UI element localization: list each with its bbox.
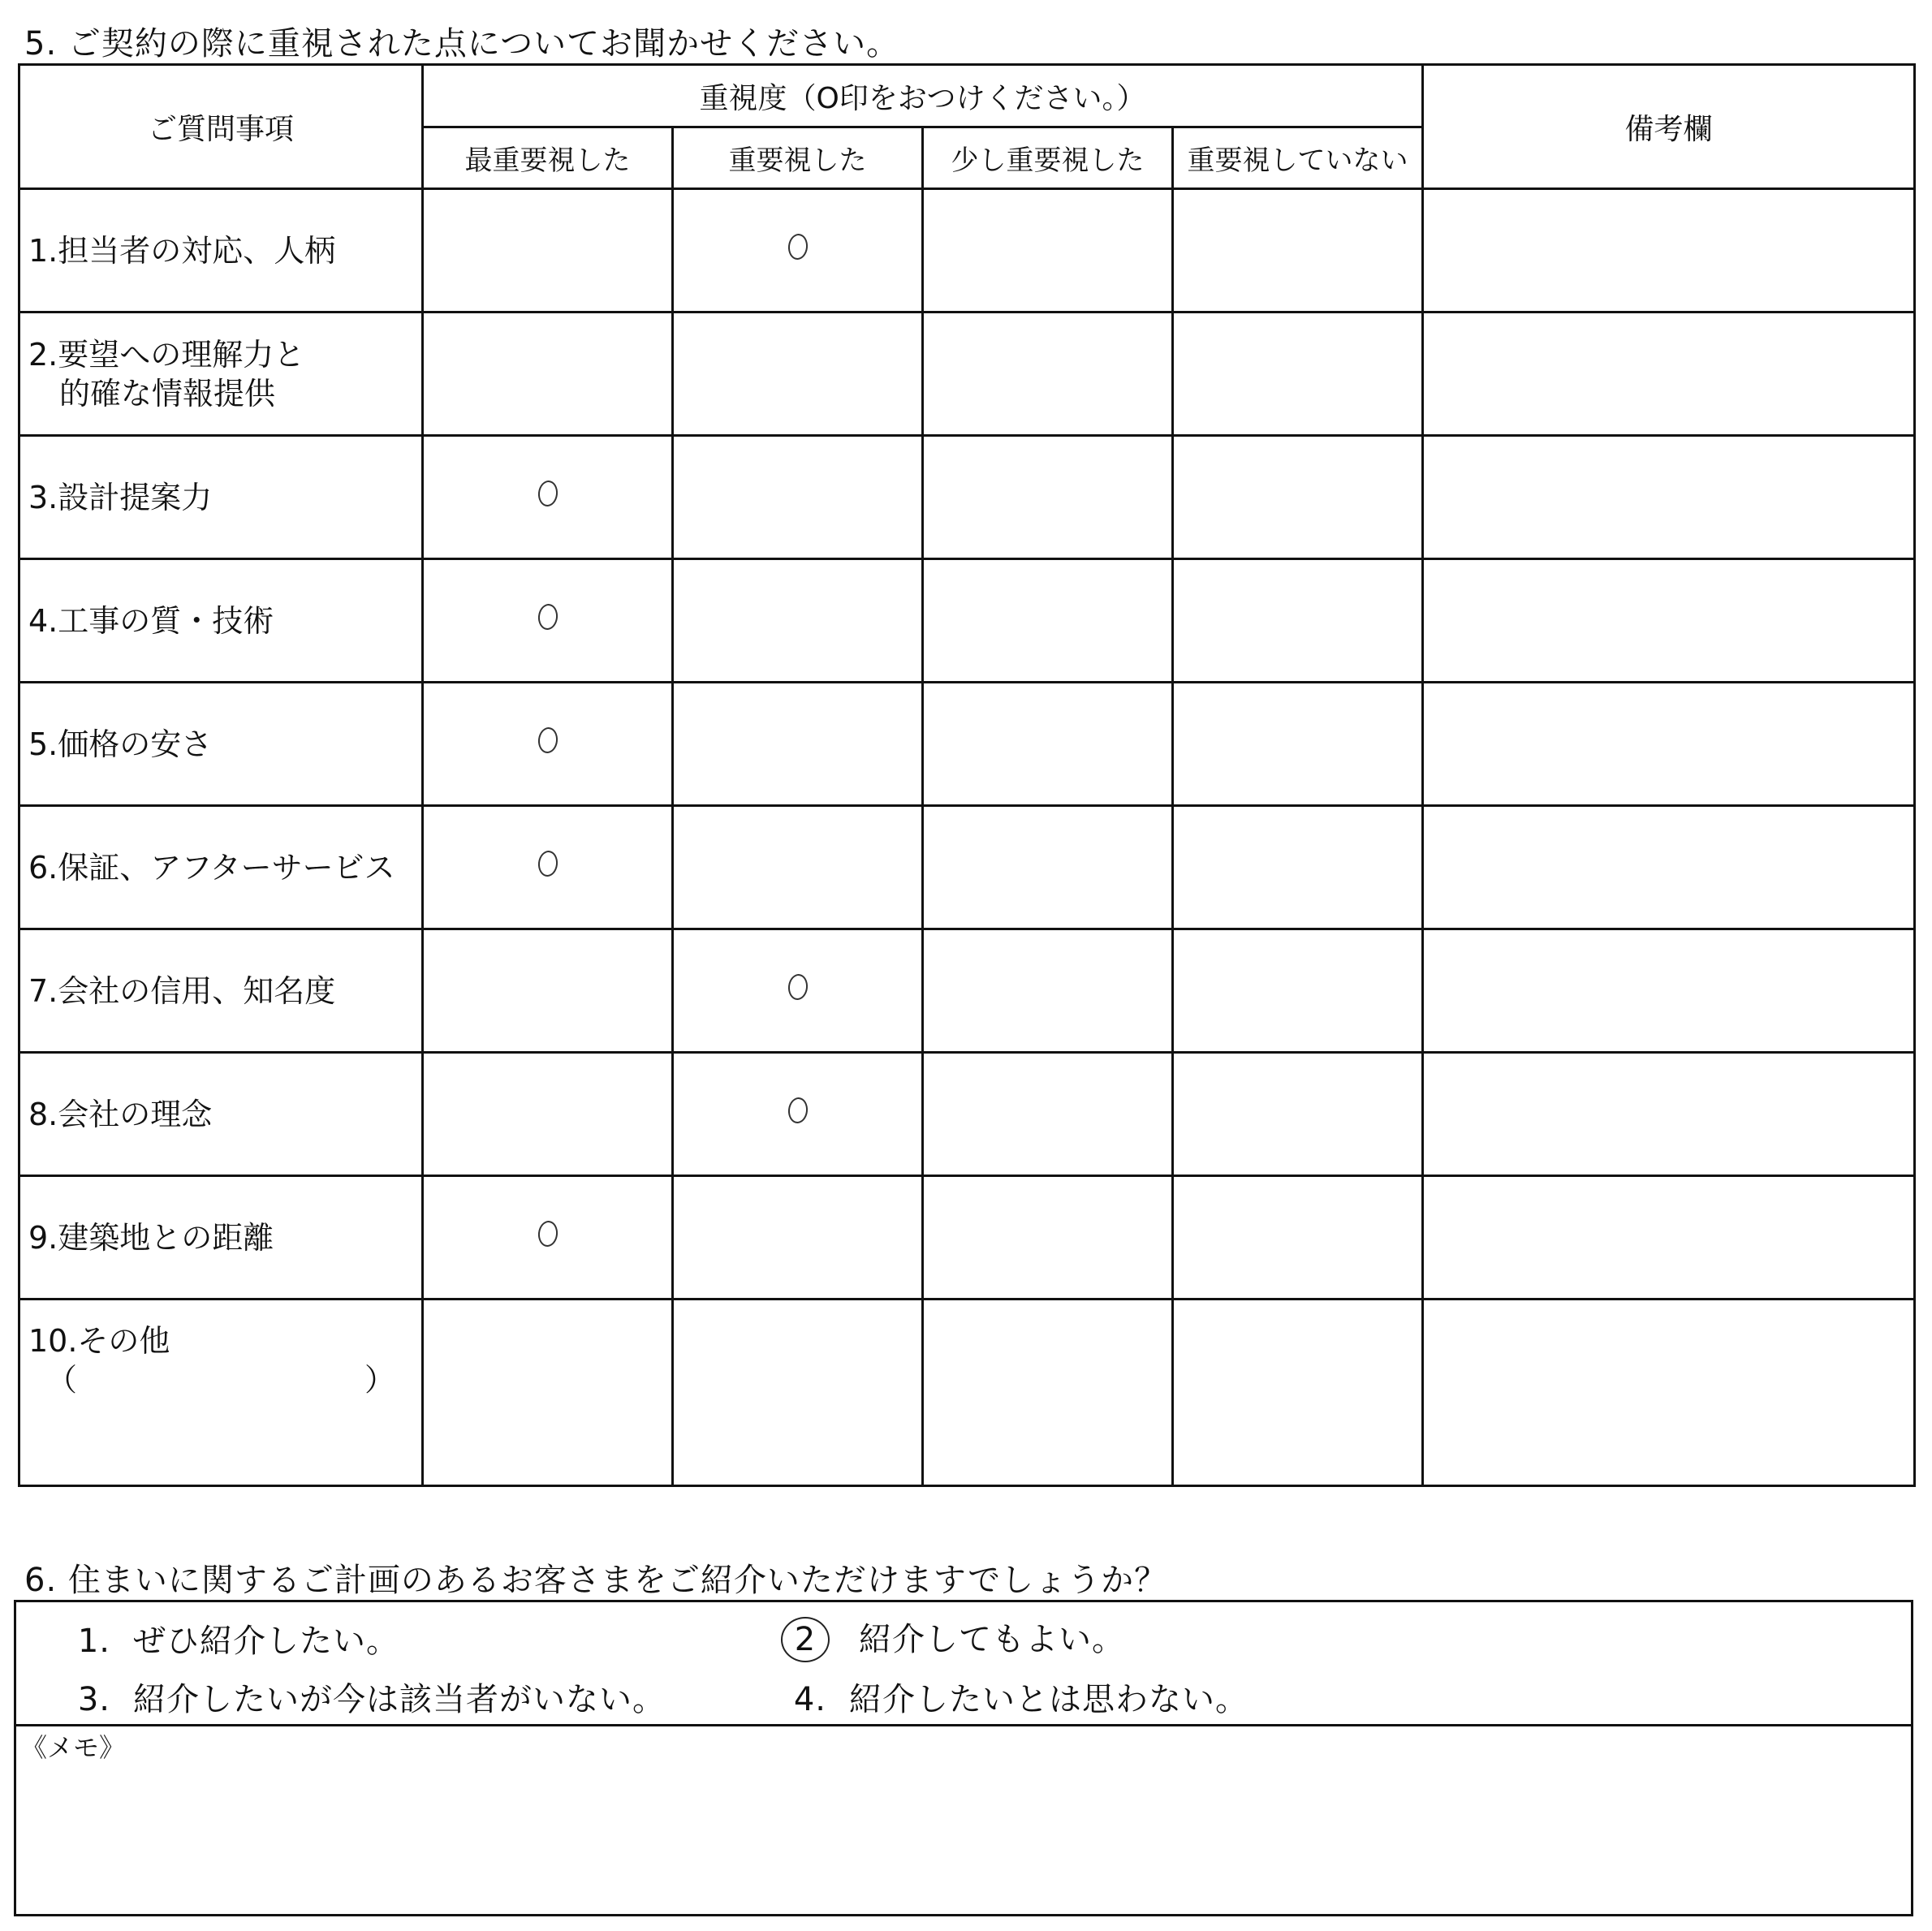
table-row — [19, 683, 1915, 806]
choice-3[interactable] — [45, 1674, 666, 1720]
table-row — [19, 312, 1915, 436]
rating-cell[interactable] — [673, 1176, 923, 1300]
rating-cell[interactable] — [1173, 312, 1423, 436]
table-row — [19, 929, 1915, 1053]
table-row — [19, 436, 1915, 559]
question-label-text: 5.価格の安さ — [28, 726, 213, 762]
rating-cell[interactable] — [423, 559, 673, 683]
choice-2-text: 紹介してもよい。 — [859, 1621, 1125, 1658]
memo-label: 《メモ》 — [21, 1732, 126, 1763]
header-remarks: 備考欄 — [1423, 65, 1915, 189]
choice-3-text: 紹介したいが今は該当者がいない。 — [133, 1681, 666, 1718]
rating-cell[interactable] — [923, 929, 1173, 1053]
rating-cell[interactable] — [673, 683, 923, 806]
q5-heading: 5. ご契約の際に重視された点についてお聞かせください。 — [24, 25, 900, 62]
question-label-text: 4.工事の質・技術 — [28, 602, 274, 639]
circle-mark — [787, 973, 809, 1001]
rating-cell[interactable] — [1173, 1053, 1423, 1176]
rating-cell[interactable] — [1173, 929, 1423, 1053]
header-question: ご質問事項 — [19, 65, 423, 189]
remarks-cell[interactable] — [1423, 559, 1915, 683]
level-header-most: 最重要視した — [423, 127, 673, 189]
remarks-cell[interactable] — [1423, 1176, 1915, 1300]
rating-cell[interactable] — [423, 1053, 673, 1176]
rating-cell[interactable] — [673, 559, 923, 683]
remarks-cell[interactable] — [1423, 436, 1915, 559]
paren-open: （ — [46, 1362, 78, 1398]
remarks-cell[interactable] — [1423, 312, 1915, 436]
rating-cell[interactable] — [923, 1176, 1173, 1300]
rating-cell[interactable] — [1173, 683, 1423, 806]
rating-cell[interactable] — [923, 1300, 1173, 1486]
rating-cell[interactable] — [673, 1053, 923, 1176]
rating-cell[interactable] — [673, 806, 923, 929]
question-label — [19, 929, 423, 1053]
table-row — [19, 806, 1915, 929]
choice-1[interactable] — [45, 1615, 399, 1662]
remarks-cell[interactable] — [1423, 683, 1915, 806]
importance-table — [18, 63, 1916, 1487]
rating-cell[interactable] — [673, 189, 923, 312]
question-label-text: 7.会社の信用、知名度 — [28, 972, 336, 1009]
referral-box — [14, 1600, 1913, 1916]
table-row — [19, 1176, 1915, 1300]
question-label — [19, 312, 423, 436]
rating-cell[interactable] — [423, 312, 673, 436]
rating-cell[interactable] — [923, 312, 1173, 436]
rating-cell[interactable] — [923, 683, 1173, 806]
question-label-text: 9.建築地との距離 — [28, 1219, 274, 1256]
table-row — [19, 559, 1915, 683]
remarks-cell[interactable] — [1423, 1300, 1915, 1486]
rating-cell[interactable] — [673, 1300, 923, 1486]
q6-heading: 6. 住まいに関するご計画のあるお客さまをご紹介いただけますでしょうか？ — [24, 1562, 1168, 1599]
rating-cell[interactable] — [1173, 559, 1423, 683]
question-label-text: 1.担当者の対応、人柄 — [28, 232, 336, 269]
rating-cell[interactable] — [1173, 436, 1423, 559]
rating-cell[interactable] — [923, 559, 1173, 683]
remarks-cell[interactable] — [1423, 929, 1915, 1053]
rating-cell[interactable] — [423, 189, 673, 312]
circle-mark — [537, 480, 558, 507]
rating-cell[interactable] — [1173, 189, 1423, 312]
circle-mark — [787, 1097, 809, 1124]
rating-cell[interactable] — [923, 436, 1173, 559]
table-row — [19, 1053, 1915, 1176]
circle-mark — [537, 726, 558, 754]
question-label-line2: 的確な情報提供 — [59, 375, 276, 412]
rating-cell[interactable] — [423, 683, 673, 806]
rating-cell[interactable] — [1173, 806, 1423, 929]
remarks-cell[interactable] — [1423, 806, 1915, 929]
question-label-text: 2.要望への理解力と — [28, 336, 305, 373]
choice-1-text: ぜひ紹介したい。 — [133, 1623, 399, 1660]
paren-close: ） — [364, 1362, 395, 1398]
rating-cell[interactable] — [923, 1053, 1173, 1176]
choice-4-number: 4. — [793, 1681, 826, 1718]
question-label-other — [19, 1300, 423, 1486]
question-label-text: 3.設計提案力 — [28, 479, 213, 515]
rating-cell[interactable] — [673, 436, 923, 559]
choice-2-number-circled: 2 — [781, 1617, 830, 1662]
choice-2[interactable] — [761, 1614, 1125, 1662]
other-label-text: 10.その他 — [28, 1323, 170, 1359]
remarks-cell[interactable] — [1423, 1053, 1915, 1176]
header-importance: 重視度（O印をおつけください。） — [423, 65, 1423, 127]
rating-cell[interactable] — [1173, 1176, 1423, 1300]
circle-mark — [537, 603, 558, 631]
table-row — [19, 189, 1915, 312]
rating-cell[interactable] — [423, 1176, 673, 1300]
referral-choices — [16, 1602, 1911, 1726]
level-header-important: 重要視した — [673, 127, 923, 189]
rating-cell[interactable] — [923, 189, 1173, 312]
question-label-text: 8.会社の理念 — [28, 1096, 213, 1132]
rating-cell[interactable] — [423, 436, 673, 559]
choice-4[interactable] — [761, 1674, 1248, 1720]
question-label — [19, 189, 423, 312]
other-write-in[interactable] — [28, 1360, 395, 1399]
question-label-text: 6.保証、アフターサービス — [28, 849, 395, 886]
question-label — [19, 1053, 423, 1176]
question-label — [19, 683, 423, 806]
level-header-not: 重要視していない — [1173, 127, 1423, 189]
table-row-other — [19, 1300, 1915, 1486]
circle-mark — [537, 1220, 558, 1248]
question-label — [19, 436, 423, 559]
rating-cell[interactable] — [673, 312, 923, 436]
circle-mark — [787, 233, 809, 261]
rating-cell[interactable] — [923, 806, 1173, 929]
choice-4-text: 紹介したいとは思わない。 — [849, 1681, 1248, 1718]
choice-3-number: 3. — [77, 1681, 110, 1718]
rating-cell[interactable] — [423, 1300, 673, 1486]
circle-mark — [537, 850, 558, 877]
rating-cell[interactable] — [423, 806, 673, 929]
question-label — [19, 806, 423, 929]
remarks-cell[interactable] — [1423, 189, 1915, 312]
rating-cell[interactable] — [673, 929, 923, 1053]
question-label — [19, 1176, 423, 1300]
rating-cell[interactable] — [423, 929, 673, 1053]
choice-1-number: 1. — [77, 1623, 110, 1660]
level-header-somewhat: 少し重要視した — [923, 127, 1173, 189]
rating-cell[interactable] — [1173, 1300, 1423, 1486]
question-label — [19, 559, 423, 683]
